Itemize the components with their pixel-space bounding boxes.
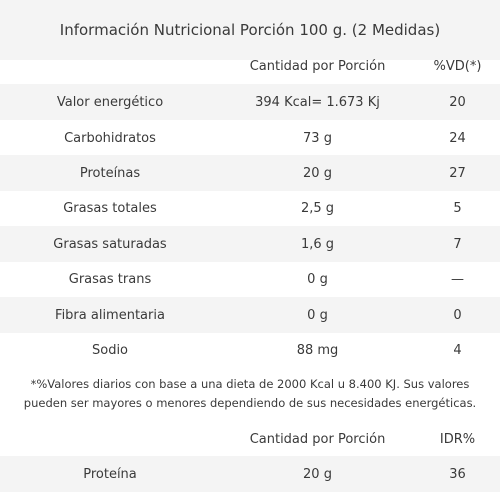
table-row — [0, 84, 500, 120]
table-row — [0, 155, 500, 191]
table-row — [0, 120, 500, 156]
nutrition-title: Información Nutricional Porción 100 g. (2 Medidas) — [0, 0, 500, 60]
table-row — [0, 261, 500, 297]
nutrient-amount: 20 g — [303, 165, 332, 181]
nutrient-amount: 394 Kcal= 1.673 Kj — [255, 94, 380, 110]
nutrient-dv: 24 — [449, 130, 466, 146]
nutrient-name: Grasas saturadas — [53, 236, 167, 252]
nutrient-idr: 36 — [449, 466, 466, 482]
nutrient-name: Proteínas — [79, 165, 141, 181]
nutrient-dv: — — [451, 271, 464, 287]
table1-header-row — [0, 48, 500, 84]
table-row — [0, 226, 500, 262]
dv-column-header: %VD(*) — [433, 58, 482, 74]
table-row — [0, 190, 500, 226]
nutrient-dv: 4 — [453, 342, 462, 358]
table2-header-row — [0, 421, 500, 457]
nutrient-amount: 73 g — [303, 130, 332, 146]
table-row — [0, 297, 500, 333]
nutrient-amount: 2,5 g — [300, 200, 335, 216]
nutrient-name: Sodio — [91, 342, 129, 358]
nutrient-amount: 20 g — [303, 466, 332, 482]
table-row — [0, 332, 500, 368]
nutrient-amount: 88 mg — [296, 342, 339, 358]
nutrient-name: Valor energético — [56, 94, 164, 110]
nutrient-name: Carbohidratos — [64, 130, 156, 146]
table-row — [0, 456, 500, 492]
amount-column-header: Cantidad por Porción — [249, 58, 386, 74]
nutrient-dv: 27 — [449, 165, 466, 181]
nutrient-name: Grasas trans — [68, 271, 152, 287]
daily-value-footnote: *%Valores diarios con base a una dieta de 2000 Kcal u 8.400 KJ. Sus valores pueden ser mayores o menores dependiendo de sus necesidades energéticas. — [23, 377, 477, 410]
idr-column-header: IDR% — [439, 431, 476, 447]
nutrient-amount: 0 g — [307, 271, 328, 287]
nutrient-name: Grasas totales — [63, 200, 157, 216]
nutrient-name: Fibra alimentaria — [55, 307, 165, 323]
nutrient-amount: 1,6 g — [300, 236, 335, 252]
nutrient-amount: 0 g — [307, 307, 328, 323]
nutrient-dv: 5 — [453, 200, 462, 216]
nutrient-dv: 7 — [453, 236, 462, 252]
nutrient-dv: 0 — [453, 307, 462, 323]
nutrient-dv: 20 — [449, 94, 466, 110]
nutrient-name: Proteína — [83, 466, 137, 482]
amount-column-header: Cantidad por Porción — [249, 431, 386, 447]
